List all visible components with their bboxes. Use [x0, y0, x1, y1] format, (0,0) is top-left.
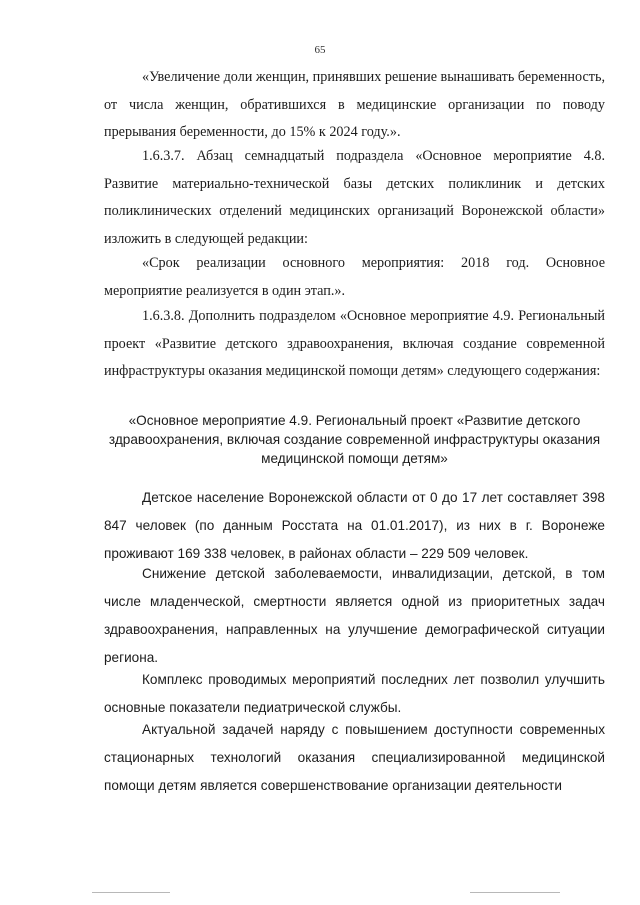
paragraph-text: Комплекс проводимых мероприятий последних лет позволил улучшить основные показатели педиатрической службы.: [104, 672, 605, 715]
scan-artifact-line: [470, 892, 560, 893]
paragraph-tasks: [104, 716, 605, 800]
paragraph-text: Снижение детской заболеваемости, инвалидизации, детской, в том числе младенческой, смертности является одной из приоритетных задач здравоохранения, направленных на улучшение демографической ситуации региона.: [104, 566, 605, 665]
paragraph-child-population: [104, 484, 605, 568]
paragraph-text: Актуальной задачей наряду с повышением доступности современных стационарных технологий оказания специализированной медицинской помощи детям является совершенствование организации деятельности: [104, 722, 605, 793]
scan-artifact-line: [92, 892, 170, 893]
section-heading: «Основное мероприятие 4.9. Региональный проект «Развитие детского здравоохранения, включая создание современной инфраструктуры оказания медицинской помощи детям»: [108, 413, 601, 466]
paragraph-text: 1.6.3.8. Дополнить подразделом «Основное мероприятие 4.9. Региональный проект «Развитие детского здравоохранения, включая создание современной инфраструктуры оказания медицинской помощи детям» следующего содержания:: [104, 308, 605, 379]
paragraph-measures: [104, 666, 605, 722]
paragraph-text: «Срок реализации основного мероприятия: 2018 год. Основное мероприятие реализуется в один этап.».: [104, 255, 605, 299]
paragraph-1-6-3-7: [104, 143, 605, 253]
paragraph-term: [104, 250, 605, 305]
page-number: 65: [314, 44, 326, 56]
paragraph-women-share: [104, 64, 605, 147]
paragraph-text: 1.6.3.7. Абзац семнадцатый подраздела «Основное мероприятие 4.8. Развитие материально-технической базы детских поликлиник и детских поликлинических отделений медицинских организаций Воронежской области» изложить в следующей редакции:: [104, 148, 605, 247]
paragraph-text: «Увеличение доли женщин, принявших решение вынашивать беременность, от числа женщин, обратившихся в медицинские организации по поводу прерывания беременности, до 15% к 2024 году.».: [104, 69, 605, 140]
paragraph-morbidity: [104, 560, 605, 672]
paragraph-text: Детское население Воронежской области от 0 до 17 лет составляет 398 847 человек (по данным Росстата на 01.01.2017), из них в г. Воронеже проживают 169 338 человек, в районах области – 229 509 человек.: [104, 490, 605, 561]
paragraph-1-6-3-8: [104, 303, 605, 386]
